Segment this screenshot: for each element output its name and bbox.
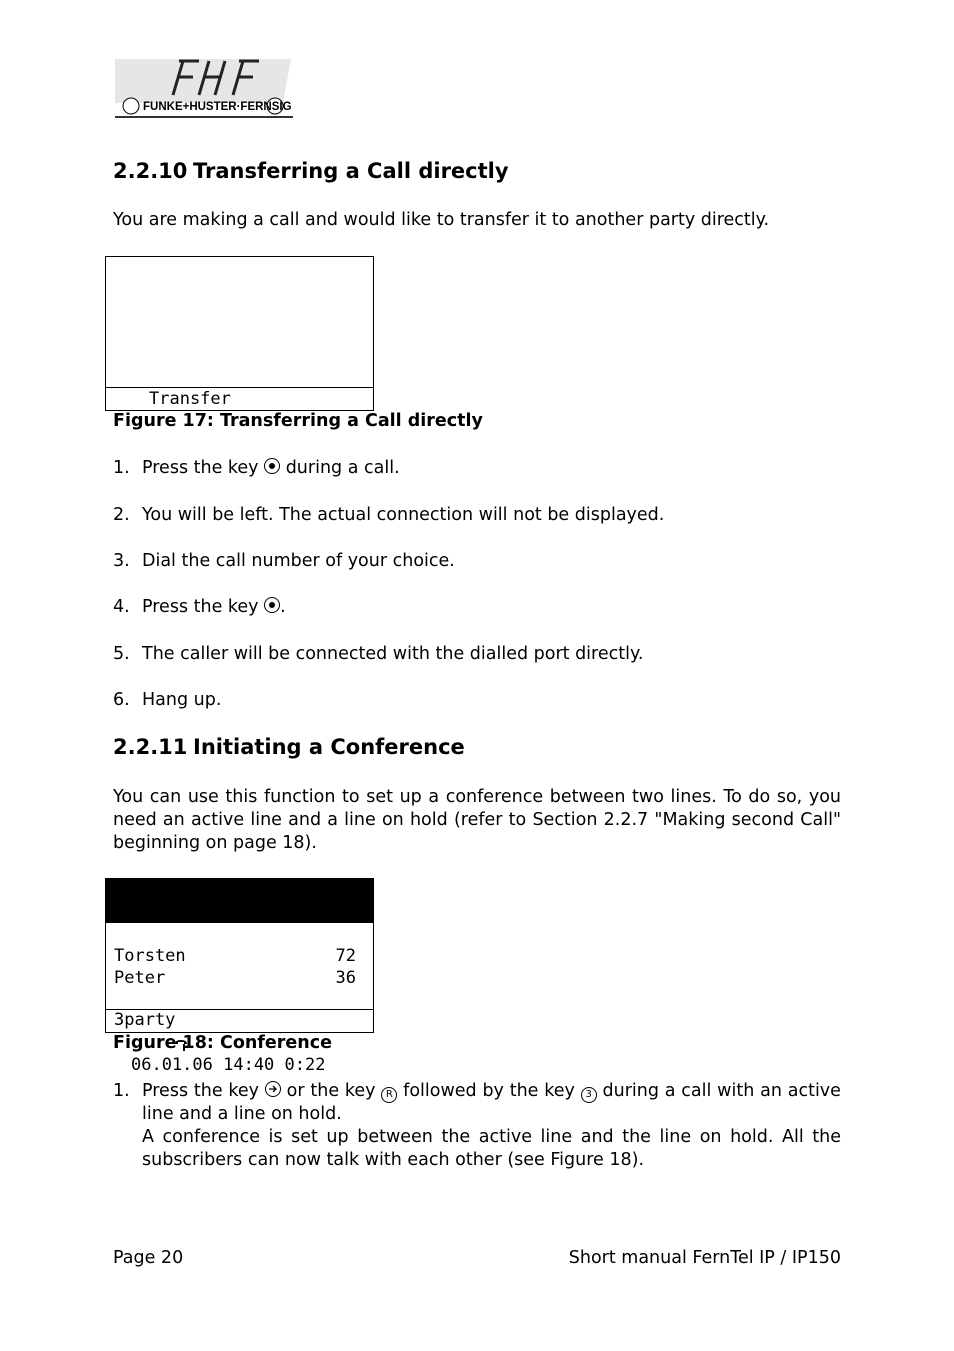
- list-item: 2. You will be left. The actual connection will not be displayed.: [113, 505, 665, 525]
- svg-text:FUNKE+HUSTER·FERNSIG: FUNKE+HUSTER·FERNSIG: [143, 101, 292, 113]
- section-number: 2.2.10: [113, 159, 188, 183]
- softkey-divider: [106, 387, 373, 388]
- display-row-active-2: anonym: [106, 901, 373, 923]
- display-row-softkey: 3party: [114, 1010, 176, 1030]
- list-item: 5. The caller will be connected with the dialled port directly.: [113, 644, 644, 664]
- list-item: 6. Hang up.: [113, 690, 222, 710]
- arrow-key-icon: [265, 1081, 281, 1097]
- softkey-label-transfer: Transfer: [149, 389, 231, 409]
- display-row: Torsten 72: [114, 946, 356, 966]
- list-item: 4. Press the key .: [113, 597, 286, 617]
- intro-paragraph-transfer: You are making a call and would like to transfer it to another party directly.: [113, 210, 770, 230]
- display-status-line: 06.01.06 14:40 0:22: [106, 1010, 373, 1032]
- section-title: Transferring a Call directly: [193, 159, 509, 183]
- list-item: 3. Dial the call number of your choice.: [113, 551, 455, 571]
- list-item: 1. Press the key or the key R followed by the key 3 during a call with an active line and a line on hold. A conference is set up between the active line and the line on hold. All the subscribers can now talk with each other (see Figure 18).: [113, 1081, 841, 1170]
- three-key-icon: 3: [581, 1087, 597, 1103]
- section-heading-transfer: [113, 159, 509, 183]
- display-row: Peter 36: [114, 968, 356, 988]
- navigation-key-icon: [264, 597, 280, 613]
- list-item: 1. Press the key during a call.: [113, 458, 400, 478]
- r-key-icon: R: [381, 1087, 397, 1103]
- display-row-active-1: [106, 879, 373, 901]
- section-title: Initiating a Conference: [193, 735, 465, 759]
- phone-display-transfer: [105, 256, 374, 411]
- figure-caption-18: Figure 18: Conference: [113, 1033, 332, 1053]
- navigation-key-icon: [264, 458, 280, 474]
- figure-caption-17: Figure 17: Transferring a Call directly: [113, 411, 483, 431]
- section-heading-conference: [113, 735, 465, 759]
- footer-doc-title: Short manual FernTel IP / IP150: [568, 1248, 841, 1268]
- intro-paragraph-conference: You can use this function to set up a conference between two lines. To do so, you need an active line and a line on hold (refer to Section 2.2.7 "Making second Call" beginning on page 18).: [113, 787, 841, 853]
- step-continuation: A conference is set up between the active line and the line on hold. All the subscribers can now talk with each other (see Figure 18).: [142, 1127, 841, 1170]
- footer-page-number: Page 20: [113, 1248, 184, 1268]
- company-logo: [113, 55, 295, 123]
- section-number: 2.2.11: [113, 735, 188, 759]
